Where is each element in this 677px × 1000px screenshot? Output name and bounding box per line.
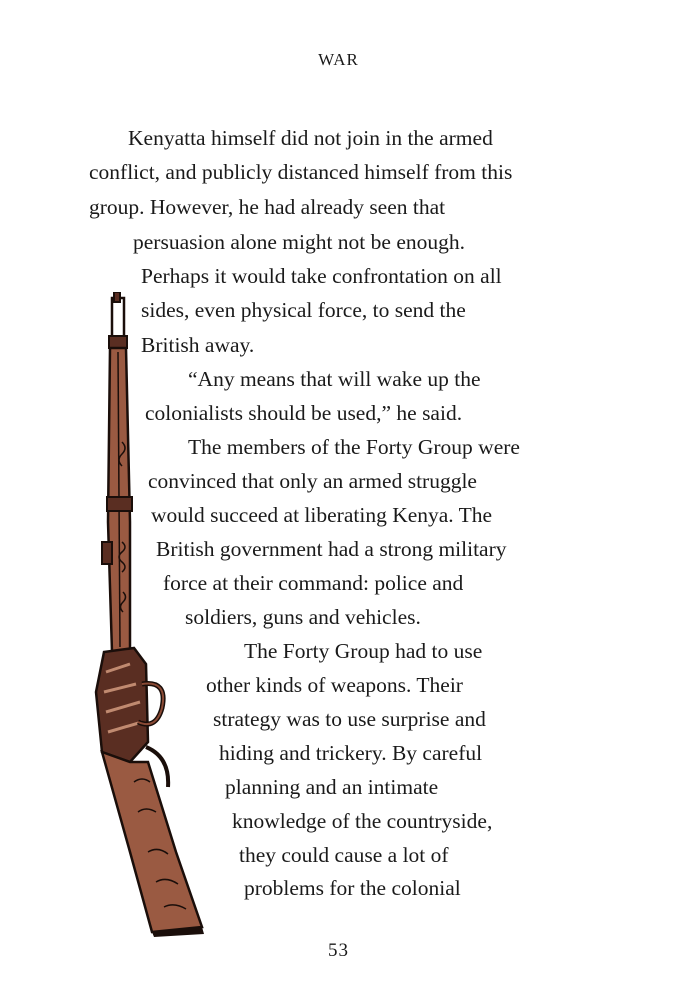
text-line: would succeed at liberating Kenya. The — [151, 503, 493, 527]
text-line: problems for the colonial — [244, 876, 461, 900]
text-line: The members of the Forty Group were — [188, 435, 520, 459]
rifle-icon — [90, 292, 215, 937]
text-line: they could cause a lot of — [239, 843, 449, 867]
text-line: persuasion alone might not be enough. — [133, 230, 465, 254]
text-line: British government had a strong military — [156, 537, 507, 561]
text-line: planning and an intimate — [225, 775, 439, 799]
text-line: colonialists should be used,” he said. — [145, 401, 463, 425]
text-line: group. However, he had already seen that — [89, 195, 446, 219]
text-line: convinced that only an armed struggle — [148, 469, 477, 493]
text-line: other kinds of weapons. Their — [206, 673, 463, 697]
text-line: sides, even physical force, to send the — [141, 298, 466, 322]
text-line: “Any means that will wake up the — [188, 367, 481, 391]
text-line: Kenyatta himself did not join in the armed — [128, 126, 493, 150]
text-line: British away. — [141, 333, 255, 357]
page-number: 53 — [328, 940, 349, 961]
text-line: hiding and trickery. By careful — [219, 741, 483, 765]
text-line: strategy was to use surprise and — [213, 707, 486, 731]
text-line: The Forty Group had to use — [244, 639, 483, 663]
text-line: Perhaps it would take confrontation on all — [141, 264, 502, 288]
text-line: knowledge of the countryside, — [232, 809, 493, 833]
text-line: conflict, and publicly distanced himself from this — [89, 160, 513, 184]
text-line: force at their command: police and — [163, 571, 464, 595]
text-line: soldiers, guns and vehicles. — [185, 605, 421, 629]
running-head: WAR — [318, 50, 359, 69]
